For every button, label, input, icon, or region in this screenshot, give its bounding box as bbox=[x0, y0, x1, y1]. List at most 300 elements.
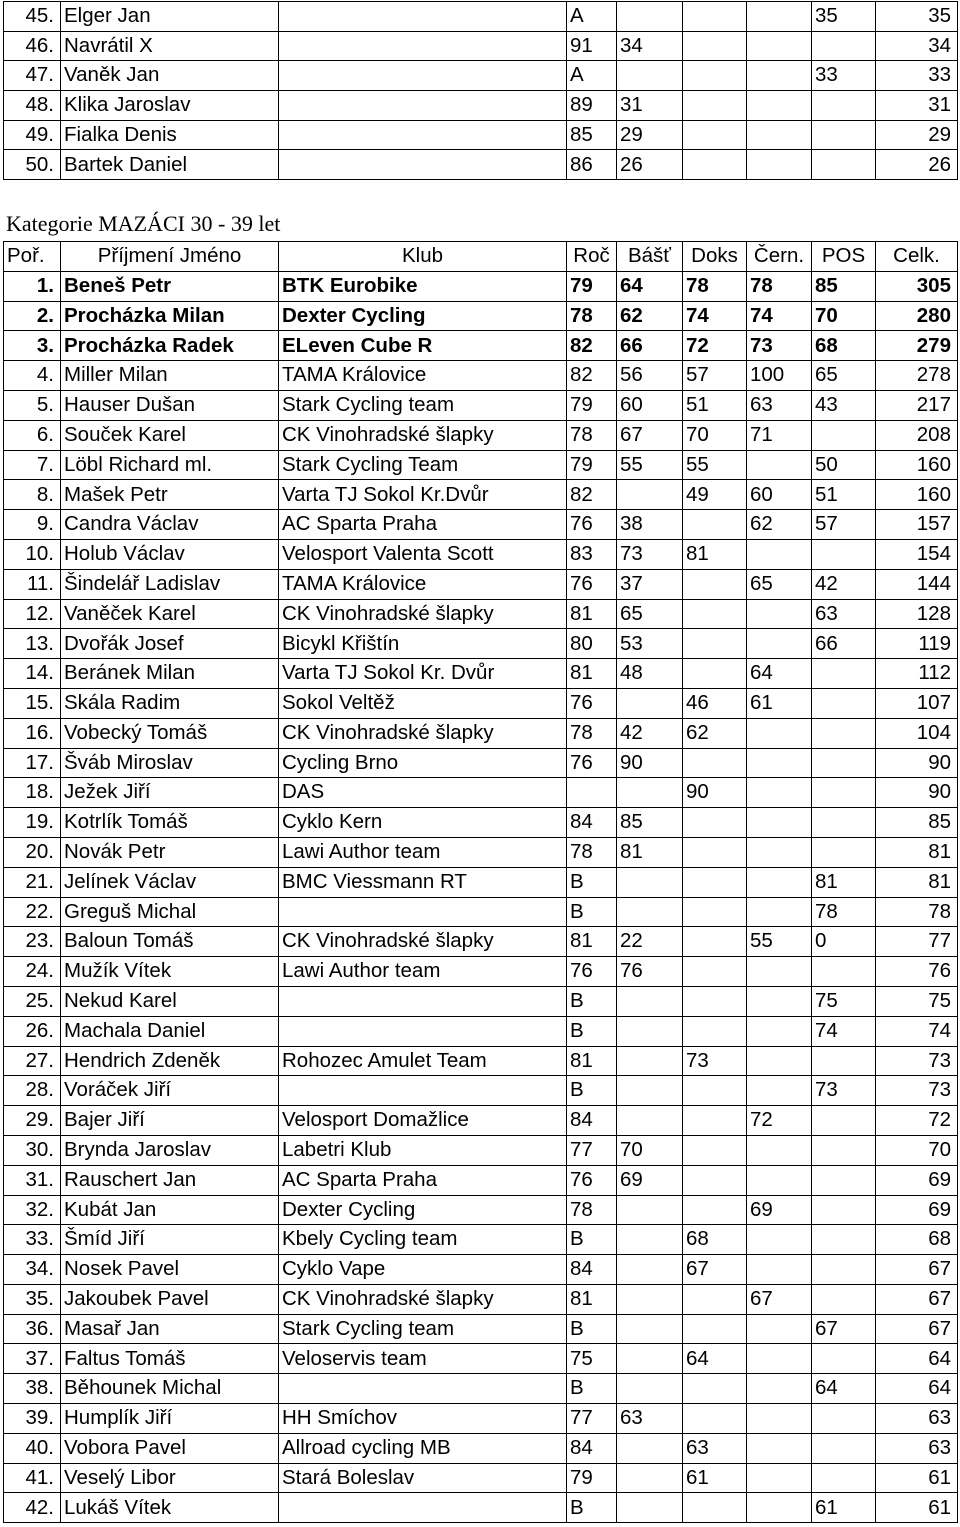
position-cell: 37. bbox=[4, 1344, 61, 1374]
club-cell bbox=[279, 1374, 567, 1404]
name-cell: Hendrich Zdeněk bbox=[61, 1046, 279, 1076]
total-cell: 78 bbox=[876, 897, 958, 927]
position-cell: 6. bbox=[4, 420, 61, 450]
total-cell: 72 bbox=[876, 1106, 958, 1136]
bast-cell: 85 bbox=[617, 808, 683, 838]
bast-cell bbox=[617, 61, 683, 91]
doks-cell: 64 bbox=[683, 1344, 747, 1374]
birth-year-cell: 76 bbox=[567, 510, 617, 540]
birth-year-cell: 80 bbox=[567, 629, 617, 659]
name-cell: Rauschert Jan bbox=[61, 1165, 279, 1195]
total-cell: 81 bbox=[876, 837, 958, 867]
table-row bbox=[4, 420, 958, 450]
header-pos-race: POS bbox=[812, 242, 876, 272]
total-cell: 73 bbox=[876, 1076, 958, 1106]
doks-cell bbox=[683, 31, 747, 61]
name-cell: Šindelář Ladislav bbox=[61, 569, 279, 599]
club-cell bbox=[279, 61, 567, 91]
club-cell: BMC Viessmann RT bbox=[279, 867, 567, 897]
bast-cell: 62 bbox=[617, 301, 683, 331]
position-cell: 24. bbox=[4, 957, 61, 987]
club-cell bbox=[279, 120, 567, 150]
bast-cell bbox=[617, 1046, 683, 1076]
birth-year-cell: 86 bbox=[567, 150, 617, 180]
pos-race-cell: 51 bbox=[812, 480, 876, 510]
position-cell: 5. bbox=[4, 390, 61, 420]
name-cell: Souček Karel bbox=[61, 420, 279, 450]
previous-category-table bbox=[3, 1, 958, 180]
cern-cell bbox=[747, 629, 812, 659]
doks-cell: 62 bbox=[683, 718, 747, 748]
name-cell: Běhounek Michal bbox=[61, 1374, 279, 1404]
club-cell: Veloservis team bbox=[279, 1344, 567, 1374]
position-cell: 35. bbox=[4, 1284, 61, 1314]
name-cell: Skála Radim bbox=[61, 688, 279, 718]
name-cell: Masař Jan bbox=[61, 1314, 279, 1344]
position-cell: 20. bbox=[4, 837, 61, 867]
name-cell: Beneš Petr bbox=[61, 271, 279, 301]
bast-cell bbox=[617, 1374, 683, 1404]
doks-cell bbox=[683, 2, 747, 32]
bast-cell: 31 bbox=[617, 91, 683, 121]
bast-cell bbox=[617, 2, 683, 32]
bast-cell: 48 bbox=[617, 659, 683, 689]
birth-year-cell: 76 bbox=[567, 957, 617, 987]
cern-cell: 63 bbox=[747, 390, 812, 420]
total-cell: 112 bbox=[876, 659, 958, 689]
header-cern: Čern. bbox=[747, 242, 812, 272]
total-cell: 119 bbox=[876, 629, 958, 659]
cern-cell bbox=[747, 599, 812, 629]
birth-year-cell: B bbox=[567, 1493, 617, 1523]
table-row bbox=[4, 748, 958, 778]
total-cell: 154 bbox=[876, 539, 958, 569]
position-cell: 1. bbox=[4, 271, 61, 301]
birth-year-cell: 83 bbox=[567, 539, 617, 569]
birth-year-cell: A bbox=[567, 2, 617, 32]
position-cell: 11. bbox=[4, 569, 61, 599]
pos-race-cell: 85 bbox=[812, 271, 876, 301]
name-cell: Faltus Tomáš bbox=[61, 1344, 279, 1374]
name-cell: Lukáš Vítek bbox=[61, 1493, 279, 1523]
doks-cell bbox=[683, 120, 747, 150]
position-cell: 13. bbox=[4, 629, 61, 659]
table-row bbox=[4, 539, 958, 569]
bast-cell: 60 bbox=[617, 390, 683, 420]
club-cell bbox=[279, 91, 567, 121]
total-cell: 67 bbox=[876, 1284, 958, 1314]
doks-cell bbox=[683, 1106, 747, 1136]
doks-cell: 55 bbox=[683, 450, 747, 480]
bast-cell bbox=[617, 867, 683, 897]
doks-cell bbox=[683, 599, 747, 629]
table-row bbox=[4, 1076, 958, 1106]
club-cell: Lawi Author team bbox=[279, 957, 567, 987]
table-row bbox=[4, 957, 958, 987]
doks-cell bbox=[683, 1284, 747, 1314]
birth-year-cell: 84 bbox=[567, 808, 617, 838]
cern-cell: 65 bbox=[747, 569, 812, 599]
birth-year-cell: B bbox=[567, 1314, 617, 1344]
total-cell: 160 bbox=[876, 450, 958, 480]
birth-year-cell: 84 bbox=[567, 1255, 617, 1285]
birth-year-cell: 91 bbox=[567, 31, 617, 61]
position-cell: 49. bbox=[4, 120, 61, 150]
club-cell: CK Vinohradské šlapky bbox=[279, 1284, 567, 1314]
cern-cell bbox=[747, 1225, 812, 1255]
total-cell: 160 bbox=[876, 480, 958, 510]
name-cell: Holub Václav bbox=[61, 539, 279, 569]
header-roc: Roč bbox=[567, 242, 617, 272]
position-cell: 4. bbox=[4, 361, 61, 391]
bast-cell: 29 bbox=[617, 120, 683, 150]
table-row bbox=[4, 808, 958, 838]
table-row bbox=[4, 569, 958, 599]
cern-cell: 72 bbox=[747, 1106, 812, 1136]
bast-cell: 64 bbox=[617, 271, 683, 301]
name-cell: Greguš Michal bbox=[61, 897, 279, 927]
club-cell: DAS bbox=[279, 778, 567, 808]
birth-year-cell: 82 bbox=[567, 480, 617, 510]
doks-cell: 73 bbox=[683, 1046, 747, 1076]
club-cell: AC Sparta Praha bbox=[279, 510, 567, 540]
cern-cell bbox=[747, 718, 812, 748]
cern-cell bbox=[747, 1165, 812, 1195]
birth-year-cell: 82 bbox=[567, 361, 617, 391]
table-row bbox=[4, 1016, 958, 1046]
table-row bbox=[4, 927, 958, 957]
total-cell: 128 bbox=[876, 599, 958, 629]
total-cell: 35 bbox=[876, 2, 958, 32]
birth-year-cell: 76 bbox=[567, 1165, 617, 1195]
total-cell: 64 bbox=[876, 1374, 958, 1404]
position-cell: 26. bbox=[4, 1016, 61, 1046]
table-row bbox=[4, 986, 958, 1016]
position-cell: 2. bbox=[4, 301, 61, 331]
birth-year-cell: 76 bbox=[567, 569, 617, 599]
club-cell: Dexter Cycling bbox=[279, 301, 567, 331]
name-cell: Vobora Pavel bbox=[61, 1433, 279, 1463]
birth-year-cell: 79 bbox=[567, 390, 617, 420]
pos-race-cell bbox=[812, 1046, 876, 1076]
table-row bbox=[4, 778, 958, 808]
cern-cell: 78 bbox=[747, 271, 812, 301]
club-cell: Stark Cycling team bbox=[279, 390, 567, 420]
pos-race-cell bbox=[812, 91, 876, 121]
bast-cell: 69 bbox=[617, 1165, 683, 1195]
pos-race-cell bbox=[812, 539, 876, 569]
club-cell: TAMA Královice bbox=[279, 569, 567, 599]
pos-race-cell bbox=[812, 1463, 876, 1493]
cern-cell bbox=[747, 450, 812, 480]
doks-cell: 49 bbox=[683, 480, 747, 510]
position-cell: 14. bbox=[4, 659, 61, 689]
pos-race-cell: 43 bbox=[812, 390, 876, 420]
pos-race-cell bbox=[812, 120, 876, 150]
birth-year-cell: 79 bbox=[567, 271, 617, 301]
cern-cell bbox=[747, 1493, 812, 1523]
header-name: Příjmení Jméno bbox=[61, 242, 279, 272]
cern-cell bbox=[747, 986, 812, 1016]
pos-race-cell: 70 bbox=[812, 301, 876, 331]
birth-year-cell: B bbox=[567, 986, 617, 1016]
cern-cell: 62 bbox=[747, 510, 812, 540]
table-row bbox=[4, 1463, 958, 1493]
header-pos: Poř. bbox=[4, 242, 61, 272]
total-cell: 90 bbox=[876, 778, 958, 808]
bast-cell bbox=[617, 480, 683, 510]
name-cell: Procházka Radek bbox=[61, 331, 279, 361]
club-cell bbox=[279, 1493, 567, 1523]
bast-cell bbox=[617, 1016, 683, 1046]
cern-cell bbox=[747, 91, 812, 121]
name-cell: Beránek Milan bbox=[61, 659, 279, 689]
name-cell: Candra Václav bbox=[61, 510, 279, 540]
club-cell: Kbely Cycling team bbox=[279, 1225, 567, 1255]
position-cell: 28. bbox=[4, 1076, 61, 1106]
doks-cell: 81 bbox=[683, 539, 747, 569]
cern-cell bbox=[747, 1433, 812, 1463]
position-cell: 46. bbox=[4, 31, 61, 61]
bast-cell bbox=[617, 1314, 683, 1344]
birth-year-cell: 81 bbox=[567, 927, 617, 957]
position-cell: 27. bbox=[4, 1046, 61, 1076]
doks-cell bbox=[683, 748, 747, 778]
pos-race-cell: 73 bbox=[812, 1076, 876, 1106]
club-cell: Dexter Cycling bbox=[279, 1195, 567, 1225]
pos-race-cell bbox=[812, 1165, 876, 1195]
birth-year-cell: B bbox=[567, 1225, 617, 1255]
bast-cell: 56 bbox=[617, 361, 683, 391]
position-cell: 30. bbox=[4, 1135, 61, 1165]
cern-cell bbox=[747, 808, 812, 838]
bast-cell bbox=[617, 1255, 683, 1285]
doks-cell: 72 bbox=[683, 331, 747, 361]
club-cell bbox=[279, 1076, 567, 1106]
name-cell: Klika Jaroslav bbox=[61, 91, 279, 121]
total-cell: 305 bbox=[876, 271, 958, 301]
position-cell: 47. bbox=[4, 61, 61, 91]
birth-year-cell: B bbox=[567, 867, 617, 897]
total-cell: 26 bbox=[876, 150, 958, 180]
table-row bbox=[4, 510, 958, 540]
name-cell: Kotrlík Tomáš bbox=[61, 808, 279, 838]
club-cell: ELeven Cube R bbox=[279, 331, 567, 361]
table-row bbox=[4, 837, 958, 867]
doks-cell bbox=[683, 629, 747, 659]
pos-race-cell bbox=[812, 1404, 876, 1434]
total-cell: 69 bbox=[876, 1195, 958, 1225]
total-cell: 90 bbox=[876, 748, 958, 778]
cern-cell bbox=[747, 1135, 812, 1165]
pos-race-cell: 67 bbox=[812, 1314, 876, 1344]
table-row bbox=[4, 1433, 958, 1463]
cern-cell: 61 bbox=[747, 688, 812, 718]
pos-race-cell: 61 bbox=[812, 1493, 876, 1523]
birth-year-cell: 78 bbox=[567, 1195, 617, 1225]
bast-cell: 55 bbox=[617, 450, 683, 480]
total-cell: 144 bbox=[876, 569, 958, 599]
cern-cell bbox=[747, 1463, 812, 1493]
position-cell: 34. bbox=[4, 1255, 61, 1285]
total-cell: 74 bbox=[876, 1016, 958, 1046]
name-cell: Voráček Jiří bbox=[61, 1076, 279, 1106]
name-cell: Dvořák Josef bbox=[61, 629, 279, 659]
name-cell: Fialka Denis bbox=[61, 120, 279, 150]
table-row bbox=[4, 1344, 958, 1374]
cern-cell bbox=[747, 31, 812, 61]
club-cell: Stará Boleslav bbox=[279, 1463, 567, 1493]
pos-race-cell bbox=[812, 808, 876, 838]
name-cell: Mužík Vítek bbox=[61, 957, 279, 987]
bast-cell: 26 bbox=[617, 150, 683, 180]
bast-cell bbox=[617, 986, 683, 1016]
doks-cell bbox=[683, 837, 747, 867]
total-cell: 63 bbox=[876, 1404, 958, 1434]
total-cell: 61 bbox=[876, 1493, 958, 1523]
table-row bbox=[4, 390, 958, 420]
birth-year-cell: 77 bbox=[567, 1404, 617, 1434]
name-cell: Nosek Pavel bbox=[61, 1255, 279, 1285]
pos-race-cell: 74 bbox=[812, 1016, 876, 1046]
birth-year-cell: 81 bbox=[567, 599, 617, 629]
pos-race-cell bbox=[812, 31, 876, 61]
cern-cell bbox=[747, 1314, 812, 1344]
bast-cell: 73 bbox=[617, 539, 683, 569]
pos-race-cell bbox=[812, 778, 876, 808]
table-row bbox=[4, 599, 958, 629]
birth-year-cell: 76 bbox=[567, 688, 617, 718]
cern-cell: 100 bbox=[747, 361, 812, 391]
bast-cell: 65 bbox=[617, 599, 683, 629]
cern-cell: 64 bbox=[747, 659, 812, 689]
pos-race-cell bbox=[812, 718, 876, 748]
pos-race-cell: 64 bbox=[812, 1374, 876, 1404]
name-cell: Vobecký Tomáš bbox=[61, 718, 279, 748]
club-cell bbox=[279, 150, 567, 180]
results-table bbox=[3, 241, 958, 1523]
total-cell: 280 bbox=[876, 301, 958, 331]
table-row bbox=[4, 150, 958, 180]
cern-cell bbox=[747, 1046, 812, 1076]
pos-race-cell bbox=[812, 1106, 876, 1136]
position-cell: 32. bbox=[4, 1195, 61, 1225]
position-cell: 8. bbox=[4, 480, 61, 510]
cern-cell bbox=[747, 957, 812, 987]
total-cell: 278 bbox=[876, 361, 958, 391]
position-cell: 31. bbox=[4, 1165, 61, 1195]
table-row bbox=[4, 1106, 958, 1136]
name-cell: Bajer Jiří bbox=[61, 1106, 279, 1136]
bast-cell: 67 bbox=[617, 420, 683, 450]
cern-cell bbox=[747, 61, 812, 91]
position-cell: 9. bbox=[4, 510, 61, 540]
name-cell: Vaněk Jan bbox=[61, 61, 279, 91]
bast-cell: 34 bbox=[617, 31, 683, 61]
bast-cell: 22 bbox=[617, 927, 683, 957]
total-cell: 33 bbox=[876, 61, 958, 91]
position-cell: 45. bbox=[4, 2, 61, 32]
cern-cell: 67 bbox=[747, 1284, 812, 1314]
total-cell: 75 bbox=[876, 986, 958, 1016]
pos-race-cell: 81 bbox=[812, 867, 876, 897]
position-cell: 15. bbox=[4, 688, 61, 718]
total-cell: 157 bbox=[876, 510, 958, 540]
birth-year-cell: 78 bbox=[567, 420, 617, 450]
table-row bbox=[4, 718, 958, 748]
birth-year-cell: 78 bbox=[567, 837, 617, 867]
table-row bbox=[4, 1135, 958, 1165]
bast-cell bbox=[617, 778, 683, 808]
table-row bbox=[4, 61, 958, 91]
table-row bbox=[4, 271, 958, 301]
cern-cell: 71 bbox=[747, 420, 812, 450]
pos-race-cell: 57 bbox=[812, 510, 876, 540]
doks-cell: 51 bbox=[683, 390, 747, 420]
table-row bbox=[4, 120, 958, 150]
doks-cell bbox=[683, 986, 747, 1016]
cern-cell bbox=[747, 2, 812, 32]
position-cell: 10. bbox=[4, 539, 61, 569]
table-row bbox=[4, 361, 958, 391]
club-cell: Stark Cycling Team bbox=[279, 450, 567, 480]
club-cell: Lawi Author team bbox=[279, 837, 567, 867]
club-cell bbox=[279, 2, 567, 32]
club-cell: AC Sparta Praha bbox=[279, 1165, 567, 1195]
cern-cell: 74 bbox=[747, 301, 812, 331]
doks-cell bbox=[683, 927, 747, 957]
doks-cell bbox=[683, 1404, 747, 1434]
position-cell: 25. bbox=[4, 986, 61, 1016]
total-cell: 279 bbox=[876, 331, 958, 361]
birth-year-cell: 78 bbox=[567, 301, 617, 331]
club-cell: Varta TJ Sokol Kr.Dvůr bbox=[279, 480, 567, 510]
pos-race-cell: 63 bbox=[812, 599, 876, 629]
name-cell: Machala Daniel bbox=[61, 1016, 279, 1046]
table-row bbox=[4, 659, 958, 689]
club-cell bbox=[279, 31, 567, 61]
bast-cell: 66 bbox=[617, 331, 683, 361]
doks-cell bbox=[683, 61, 747, 91]
table-row bbox=[4, 450, 958, 480]
total-cell: 31 bbox=[876, 91, 958, 121]
table-row bbox=[4, 1225, 958, 1255]
cern-cell bbox=[747, 867, 812, 897]
doks-cell: 78 bbox=[683, 271, 747, 301]
bast-cell: 37 bbox=[617, 569, 683, 599]
position-cell: 22. bbox=[4, 897, 61, 927]
birth-year-cell: A bbox=[567, 61, 617, 91]
doks-cell: 68 bbox=[683, 1225, 747, 1255]
position-cell: 23. bbox=[4, 927, 61, 957]
bast-cell bbox=[617, 1076, 683, 1106]
table-row bbox=[4, 480, 958, 510]
table-row bbox=[4, 1374, 958, 1404]
total-cell: 208 bbox=[876, 420, 958, 450]
pos-race-cell: 50 bbox=[812, 450, 876, 480]
birth-year-cell: 82 bbox=[567, 331, 617, 361]
table-row bbox=[4, 1493, 958, 1523]
name-cell: Šváb Miroslav bbox=[61, 748, 279, 778]
pos-race-cell bbox=[812, 420, 876, 450]
position-cell: 39. bbox=[4, 1404, 61, 1434]
position-cell: 21. bbox=[4, 867, 61, 897]
birth-year-cell: 81 bbox=[567, 1046, 617, 1076]
total-cell: 77 bbox=[876, 927, 958, 957]
header-club: Klub bbox=[279, 242, 567, 272]
bast-cell bbox=[617, 1493, 683, 1523]
total-cell: 67 bbox=[876, 1314, 958, 1344]
